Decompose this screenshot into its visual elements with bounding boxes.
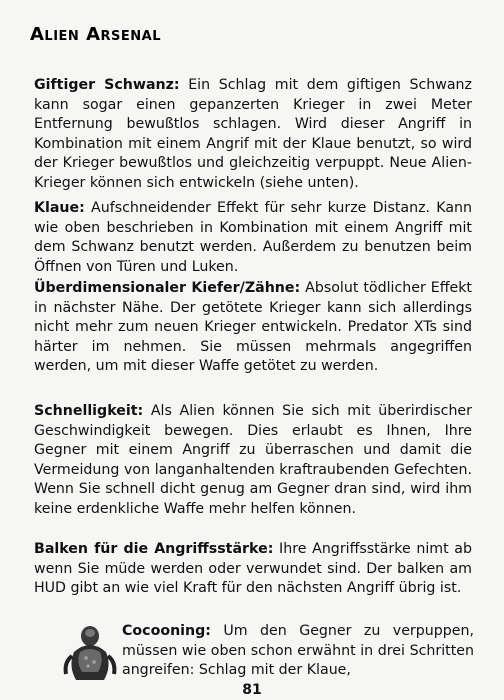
page-number: 81	[242, 682, 262, 698]
section-label: Cocooning:	[122, 623, 211, 639]
section-speed	[34, 402, 472, 520]
section-jaws	[34, 279, 472, 377]
alien-creature-icon	[60, 622, 118, 684]
section-text: Um den Gegner zu verpuppen, müssen wie oben schon erwähnt in drei Schritten angreifen: Schlag mit der Klaue,	[122, 623, 474, 679]
page-title	[30, 24, 161, 45]
section-text: Ein Schlag mit dem giftigen Schwanz kann sogar einen gepanzerten Krieger in zwei Meter Entfernung bewußtlos schlagen. Wird dieser Angriff in Kombination mit einem Angrif mit der Klaue benutzt, so wird der Krieger bewußtlos und gleichzeitig verpuppt. Neue Alien-Krieger können sich entwickeln (siehe unten).	[34, 77, 472, 191]
section-label: Giftiger Schwanz:	[34, 77, 180, 93]
section-text: Aufschneidender Effekt für sehr kurze Distanz. Kann wie oben beschrieben in Kombination mit einem Angriff mit dem Schwanz benutzt werden. Außerdem zu benutzen beim Öffnen von Türen und Luken.	[34, 200, 472, 275]
cocooning-paragraph	[122, 622, 474, 681]
cocooning-block	[60, 622, 480, 682]
section-claw	[34, 199, 472, 277]
title-word-alien: Alien	[30, 24, 80, 45]
section-text: Ihre Angriffsstärke nimt ab wenn Sie müde werden oder verwundet sind. Der balken am HUD gibt an wie viel Kraft für den nächsten Angriff übrig ist.	[34, 541, 473, 597]
section-label: Balken für die Angriffsstärke:	[34, 541, 274, 557]
section-text: Als Alien können Sie sich mit überirdischer Geschwindigkeit bewegen. Dies erlaubt es Ihnen, Ihre Gegner mit einem Angriff zu überraschen und damit die Vermeidung von langanhaltenden kraftraubenden Gefechten. Wenn Sie schnell dicht genug am Gegner dran sind, wird ihm keine erdenkliche Waffe mehr helfen können.	[34, 403, 472, 517]
title-word-arsenal: Arsenal	[86, 24, 162, 45]
section-label: Schnelligkeit:	[34, 403, 144, 419]
section-text: Absolut tödlicher Effekt in nächster Nähe. Der getötete Krieger kann sich allerdings nicht mehr zum neuen Krieger entwickeln. Predator XTs sind härter im nehmen. Sie müssen mehrmals angegriffen werden, um mit dieser Waffe getötet zu werden.	[34, 280, 472, 375]
section-attack-bar	[34, 540, 472, 599]
section-poison-tail	[34, 76, 472, 194]
section-label: Überdimensionaler Kiefer/Zähne:	[34, 280, 301, 296]
section-label: Klaue:	[34, 200, 85, 216]
